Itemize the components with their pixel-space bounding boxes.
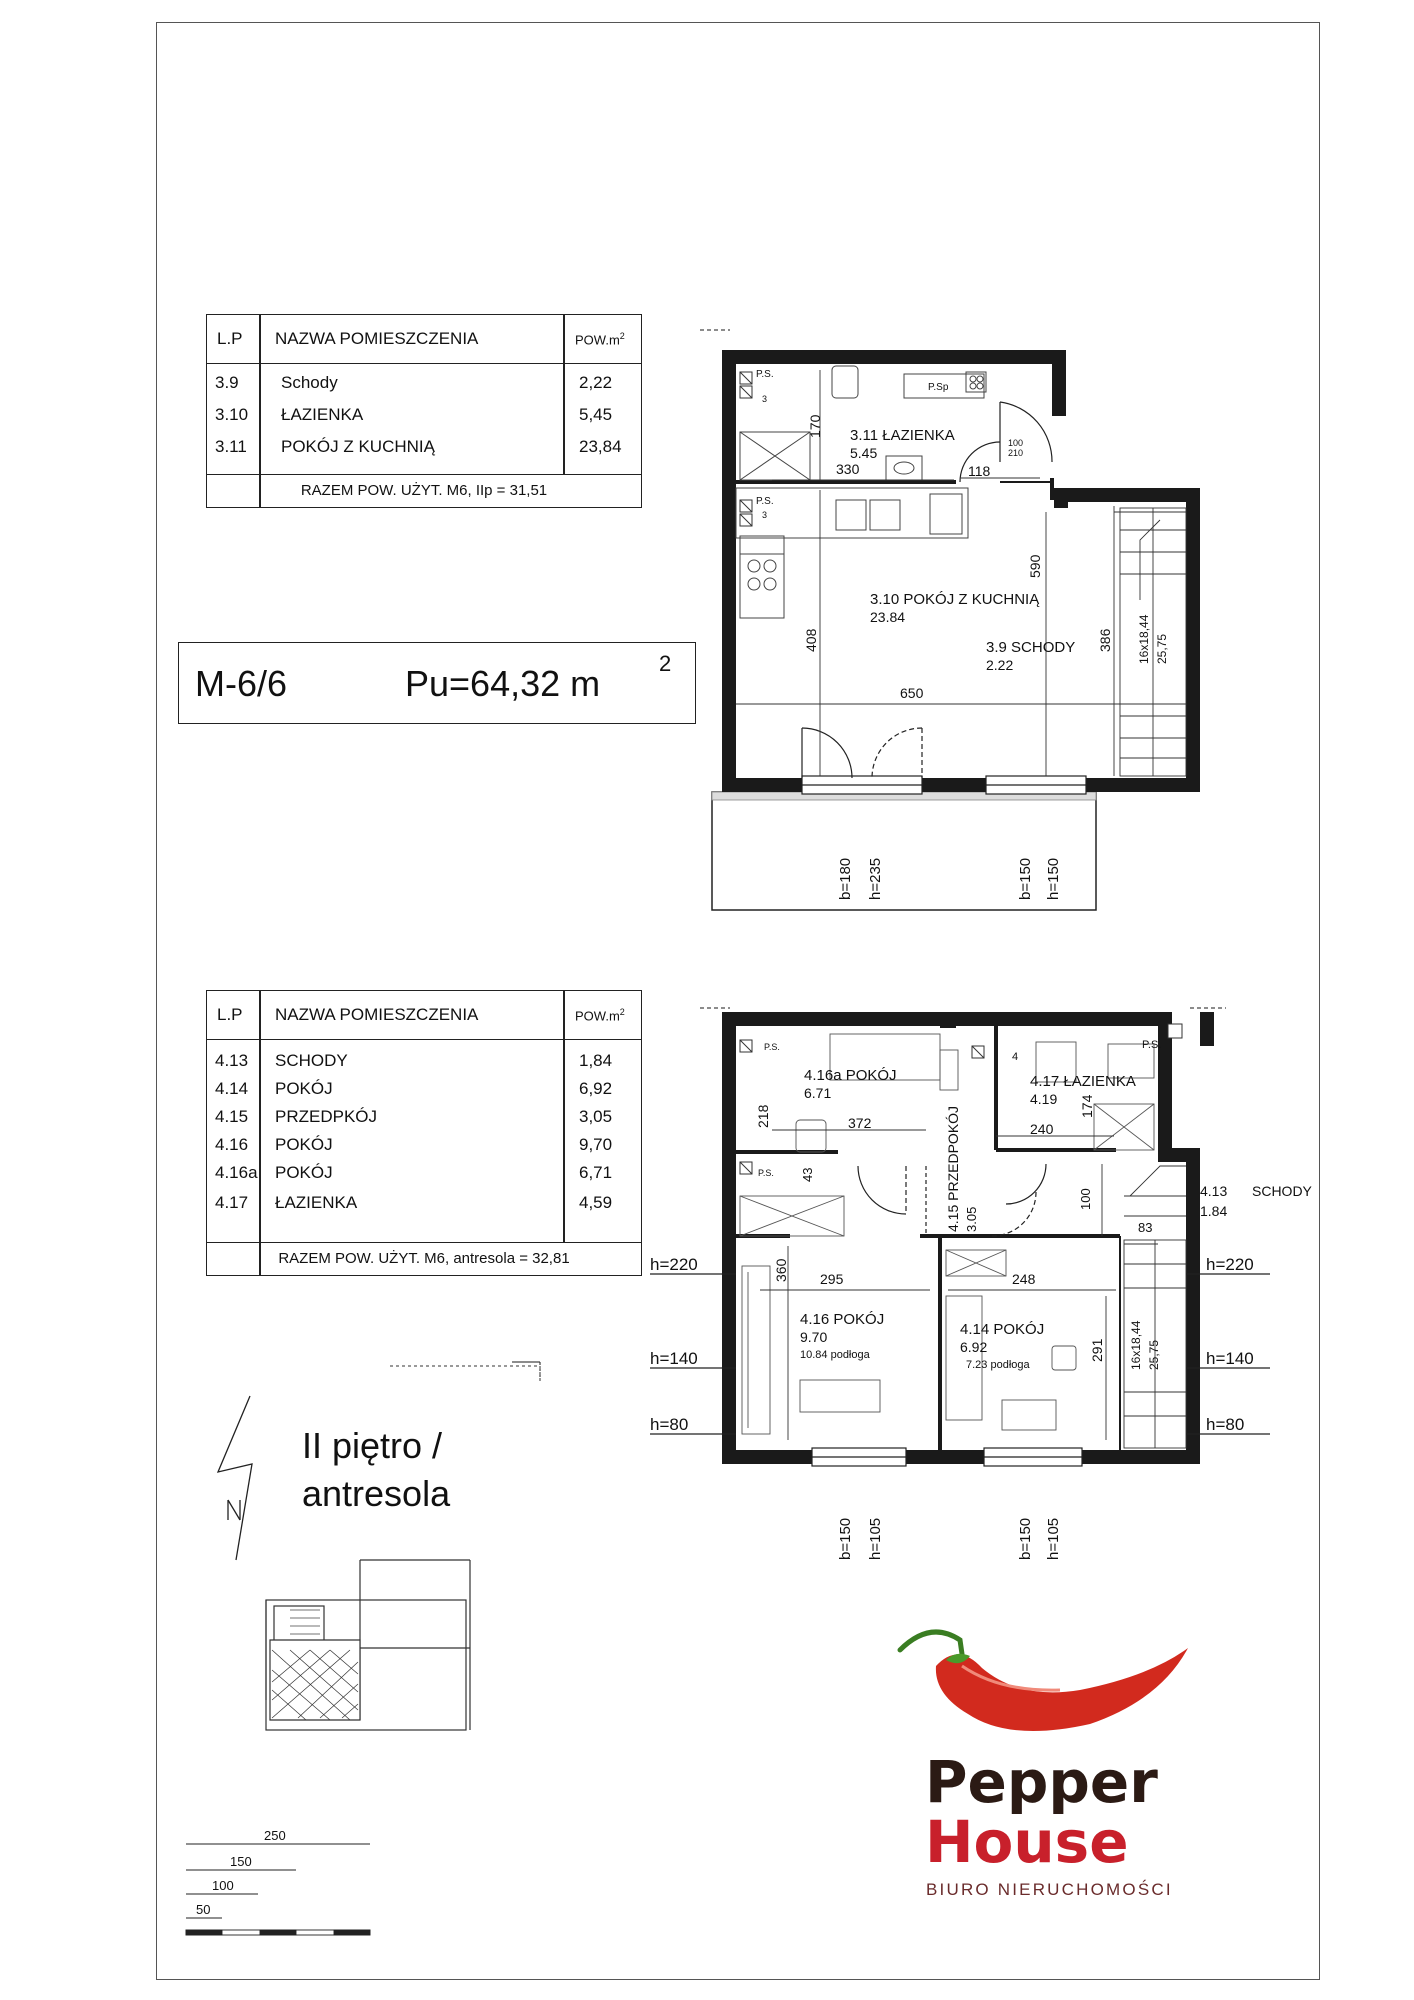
svg-text:h=220: h=220 [650, 1255, 698, 1274]
svg-text:218: 218 [755, 1104, 771, 1128]
svg-text:h=105: h=105 [1045, 1517, 1062, 1560]
svg-text:16x18,44: 16x18,44 [1129, 1320, 1143, 1370]
svg-text:25,75: 25,75 [1155, 633, 1169, 664]
col-name: NAZWA POMIESZCZENIA [275, 329, 479, 348]
svg-text:P.S.: P.S. [764, 1042, 780, 1052]
psp-label: P.Sp [928, 382, 949, 393]
svg-text:6.71: 6.71 [804, 1085, 832, 1101]
row-name: POKÓJ Z KUCHNIĄ [281, 437, 435, 456]
svg-text:43: 43 [800, 1167, 815, 1182]
row-lp: 4.15 [215, 1107, 249, 1126]
svg-text:2.22: 2.22 [986, 657, 1014, 673]
svg-text:50: 50 [196, 1902, 211, 1917]
svg-text:16x18,44: 16x18,44 [1137, 614, 1151, 664]
svg-text:291: 291 [1089, 1338, 1105, 1362]
svg-text:250: 250 [264, 1828, 286, 1843]
svg-text:100: 100 [1008, 438, 1024, 448]
svg-text:h=140: h=140 [650, 1349, 698, 1368]
svg-text:150: 150 [230, 1854, 252, 1869]
svg-text:h=235: h=235 [867, 857, 884, 900]
row-lp: 4.16 [215, 1135, 249, 1154]
lower-stairs [1124, 1166, 1186, 1448]
svg-text:7.23 podłoga: 7.23 podłoga [966, 1359, 1030, 1371]
svg-text:3: 3 [762, 510, 768, 520]
svg-text:1.84: 1.84 [1200, 1203, 1228, 1219]
svg-text:P.S.: P.S. [1142, 1039, 1162, 1051]
row-name: POKÓJ [275, 1079, 333, 1098]
svg-text:386: 386 [1097, 628, 1113, 652]
row-lp: 4.16a [215, 1163, 258, 1182]
unit-area-sup: 2 [659, 651, 672, 676]
brand-logo [925, 1748, 1158, 1876]
row-name: PRZEDPKÓJ [275, 1107, 378, 1126]
col-lp: L.P [217, 329, 243, 348]
room-label-416: 4.16 POKÓJ [800, 1311, 885, 1328]
row-lp: 3.9 [215, 373, 239, 392]
row-area: 6,71 [579, 1163, 613, 1182]
svg-text:240: 240 [1030, 1121, 1054, 1137]
room-label-416a: 4.16a POKÓJ [804, 1067, 897, 1084]
svg-text:9.70: 9.70 [800, 1329, 828, 1345]
ps-label: P.S. [756, 369, 774, 380]
row-lp: 4.17 [215, 1193, 249, 1212]
row-lp: 3.11 [215, 437, 247, 456]
row-area: 6,92 [579, 1079, 613, 1098]
row-name: POKÓJ [275, 1135, 333, 1154]
svg-text:h=105: h=105 [867, 1517, 884, 1560]
col-name: NAZWA POMIESZCZENIA [275, 1005, 479, 1024]
row-area: 4,59 [579, 1193, 613, 1212]
brand-subtitle: BIURO NIERUCHOMOŚCI [926, 1880, 1173, 1899]
svg-text:372: 372 [848, 1115, 872, 1131]
ps-label: P.S. [756, 496, 774, 507]
svg-text:170: 170 [807, 414, 823, 438]
svg-text:100: 100 [1078, 1188, 1093, 1210]
row-name: Schody [281, 373, 338, 392]
row-name: ŁAZIENKA [275, 1193, 358, 1212]
room-label-414: 4.14 POKÓJ [960, 1321, 1045, 1338]
svg-text:b=150: b=150 [837, 1517, 854, 1560]
unit-area: Pu=64,32 m [405, 663, 601, 704]
row-area: 2,22 [579, 373, 613, 392]
col-lp: L.P [217, 1005, 243, 1024]
svg-text:23.84: 23.84 [870, 609, 906, 625]
svg-text:590: 590 [1027, 554, 1043, 578]
lower-floor-plan [650, 1012, 1313, 1560]
svg-text:b=150: b=150 [1017, 1517, 1034, 1560]
svg-text:5.45: 5.45 [850, 445, 878, 461]
col-area: $POW.m^2$ [575, 1007, 625, 1024]
row-area: 23,84 [579, 437, 622, 456]
north-arrow-icon [218, 1396, 252, 1560]
svg-text:248: 248 [1012, 1271, 1036, 1287]
svg-text:h=140: h=140 [1206, 1349, 1254, 1368]
svg-text:360: 360 [773, 1258, 789, 1282]
svg-text:h=80: h=80 [1206, 1415, 1245, 1434]
row-area: 1,84 [579, 1051, 613, 1070]
room-label-living: 3.10 POKÓJ Z KUCHNIĄ [870, 591, 1040, 608]
row-name: ŁAZIENKA [281, 405, 364, 424]
svg-text:10.84 podłoga: 10.84 podłoga [800, 1349, 870, 1361]
svg-text:25,75: 25,75 [1147, 1339, 1161, 1370]
row-name: SCHODY [275, 1051, 348, 1070]
table-total: RAZEM POW. UŻYT. M6, IIp = 31,51 [207, 474, 641, 507]
pepper-icon [900, 1632, 1188, 1731]
row-lp: 4.13 [215, 1051, 249, 1070]
svg-text:h=150: h=150 [1045, 857, 1062, 900]
svg-text:P.S.: P.S. [758, 1168, 774, 1178]
unit-code: M-6/6 [195, 663, 288, 704]
table-total: RAZEM POW. UŻYT. M6, antresola = 32,81 [207, 1242, 641, 1275]
svg-text:408: 408 [803, 628, 819, 652]
svg-text:650: 650 [900, 685, 924, 701]
svg-text:h=80: h=80 [650, 1415, 689, 1434]
col-area: $POW.m^2$ [575, 331, 625, 348]
svg-text:3.05: 3.05 [964, 1206, 979, 1232]
upper-floor-plan [712, 350, 1200, 910]
svg-text:330: 330 [836, 461, 860, 477]
upper-stairs [1120, 508, 1186, 776]
svg-text:210: 210 [1008, 448, 1024, 458]
svg-text:3: 3 [762, 394, 768, 404]
exterior-walls [722, 350, 1200, 792]
row-lp: 4.14 [215, 1079, 249, 1098]
row-area: 5,45 [579, 405, 613, 424]
room-label-415: 4.15 PRZEDPOKÓJ [945, 1105, 961, 1232]
row-area: 9,70 [579, 1135, 613, 1154]
svg-text:295: 295 [820, 1271, 844, 1287]
room-label-413: 4.13 [1200, 1183, 1228, 1199]
svg-text:100: 100 [212, 1878, 234, 1893]
brand-line1: Pepper [925, 1748, 1158, 1816]
row-lp: 3.10 [215, 405, 249, 424]
room-label-417: 4.17 ŁAZIENKA [1030, 1073, 1136, 1090]
bathroom-fixtures [740, 366, 986, 480]
svg-text:b=180: b=180 [837, 857, 854, 900]
svg-text:h=220: h=220 [1206, 1255, 1254, 1274]
svg-text:SCHODY: SCHODY [1252, 1183, 1312, 1199]
balcony [712, 792, 1096, 910]
floor-label: II piętro / antresola [302, 1425, 451, 1514]
svg-text:4.19: 4.19 [1030, 1091, 1058, 1107]
svg-text:6.92: 6.92 [960, 1339, 988, 1355]
brand-line2: House [925, 1808, 1129, 1876]
row-area: 3,05 [579, 1107, 613, 1126]
svg-text:b=150: b=150 [1017, 857, 1034, 900]
svg-text:4: 4 [1012, 1051, 1019, 1063]
svg-text:118: 118 [968, 463, 991, 479]
key-plan [266, 1560, 470, 1730]
svg-text:83: 83 [1138, 1220, 1153, 1235]
room-label-bath: 3.11 ŁAZIENKA [850, 427, 955, 444]
room-label-stairs: 3.9 SCHODY [986, 639, 1076, 656]
svg-text:174: 174 [1079, 1094, 1095, 1118]
row-name: POKÓJ [275, 1163, 333, 1182]
